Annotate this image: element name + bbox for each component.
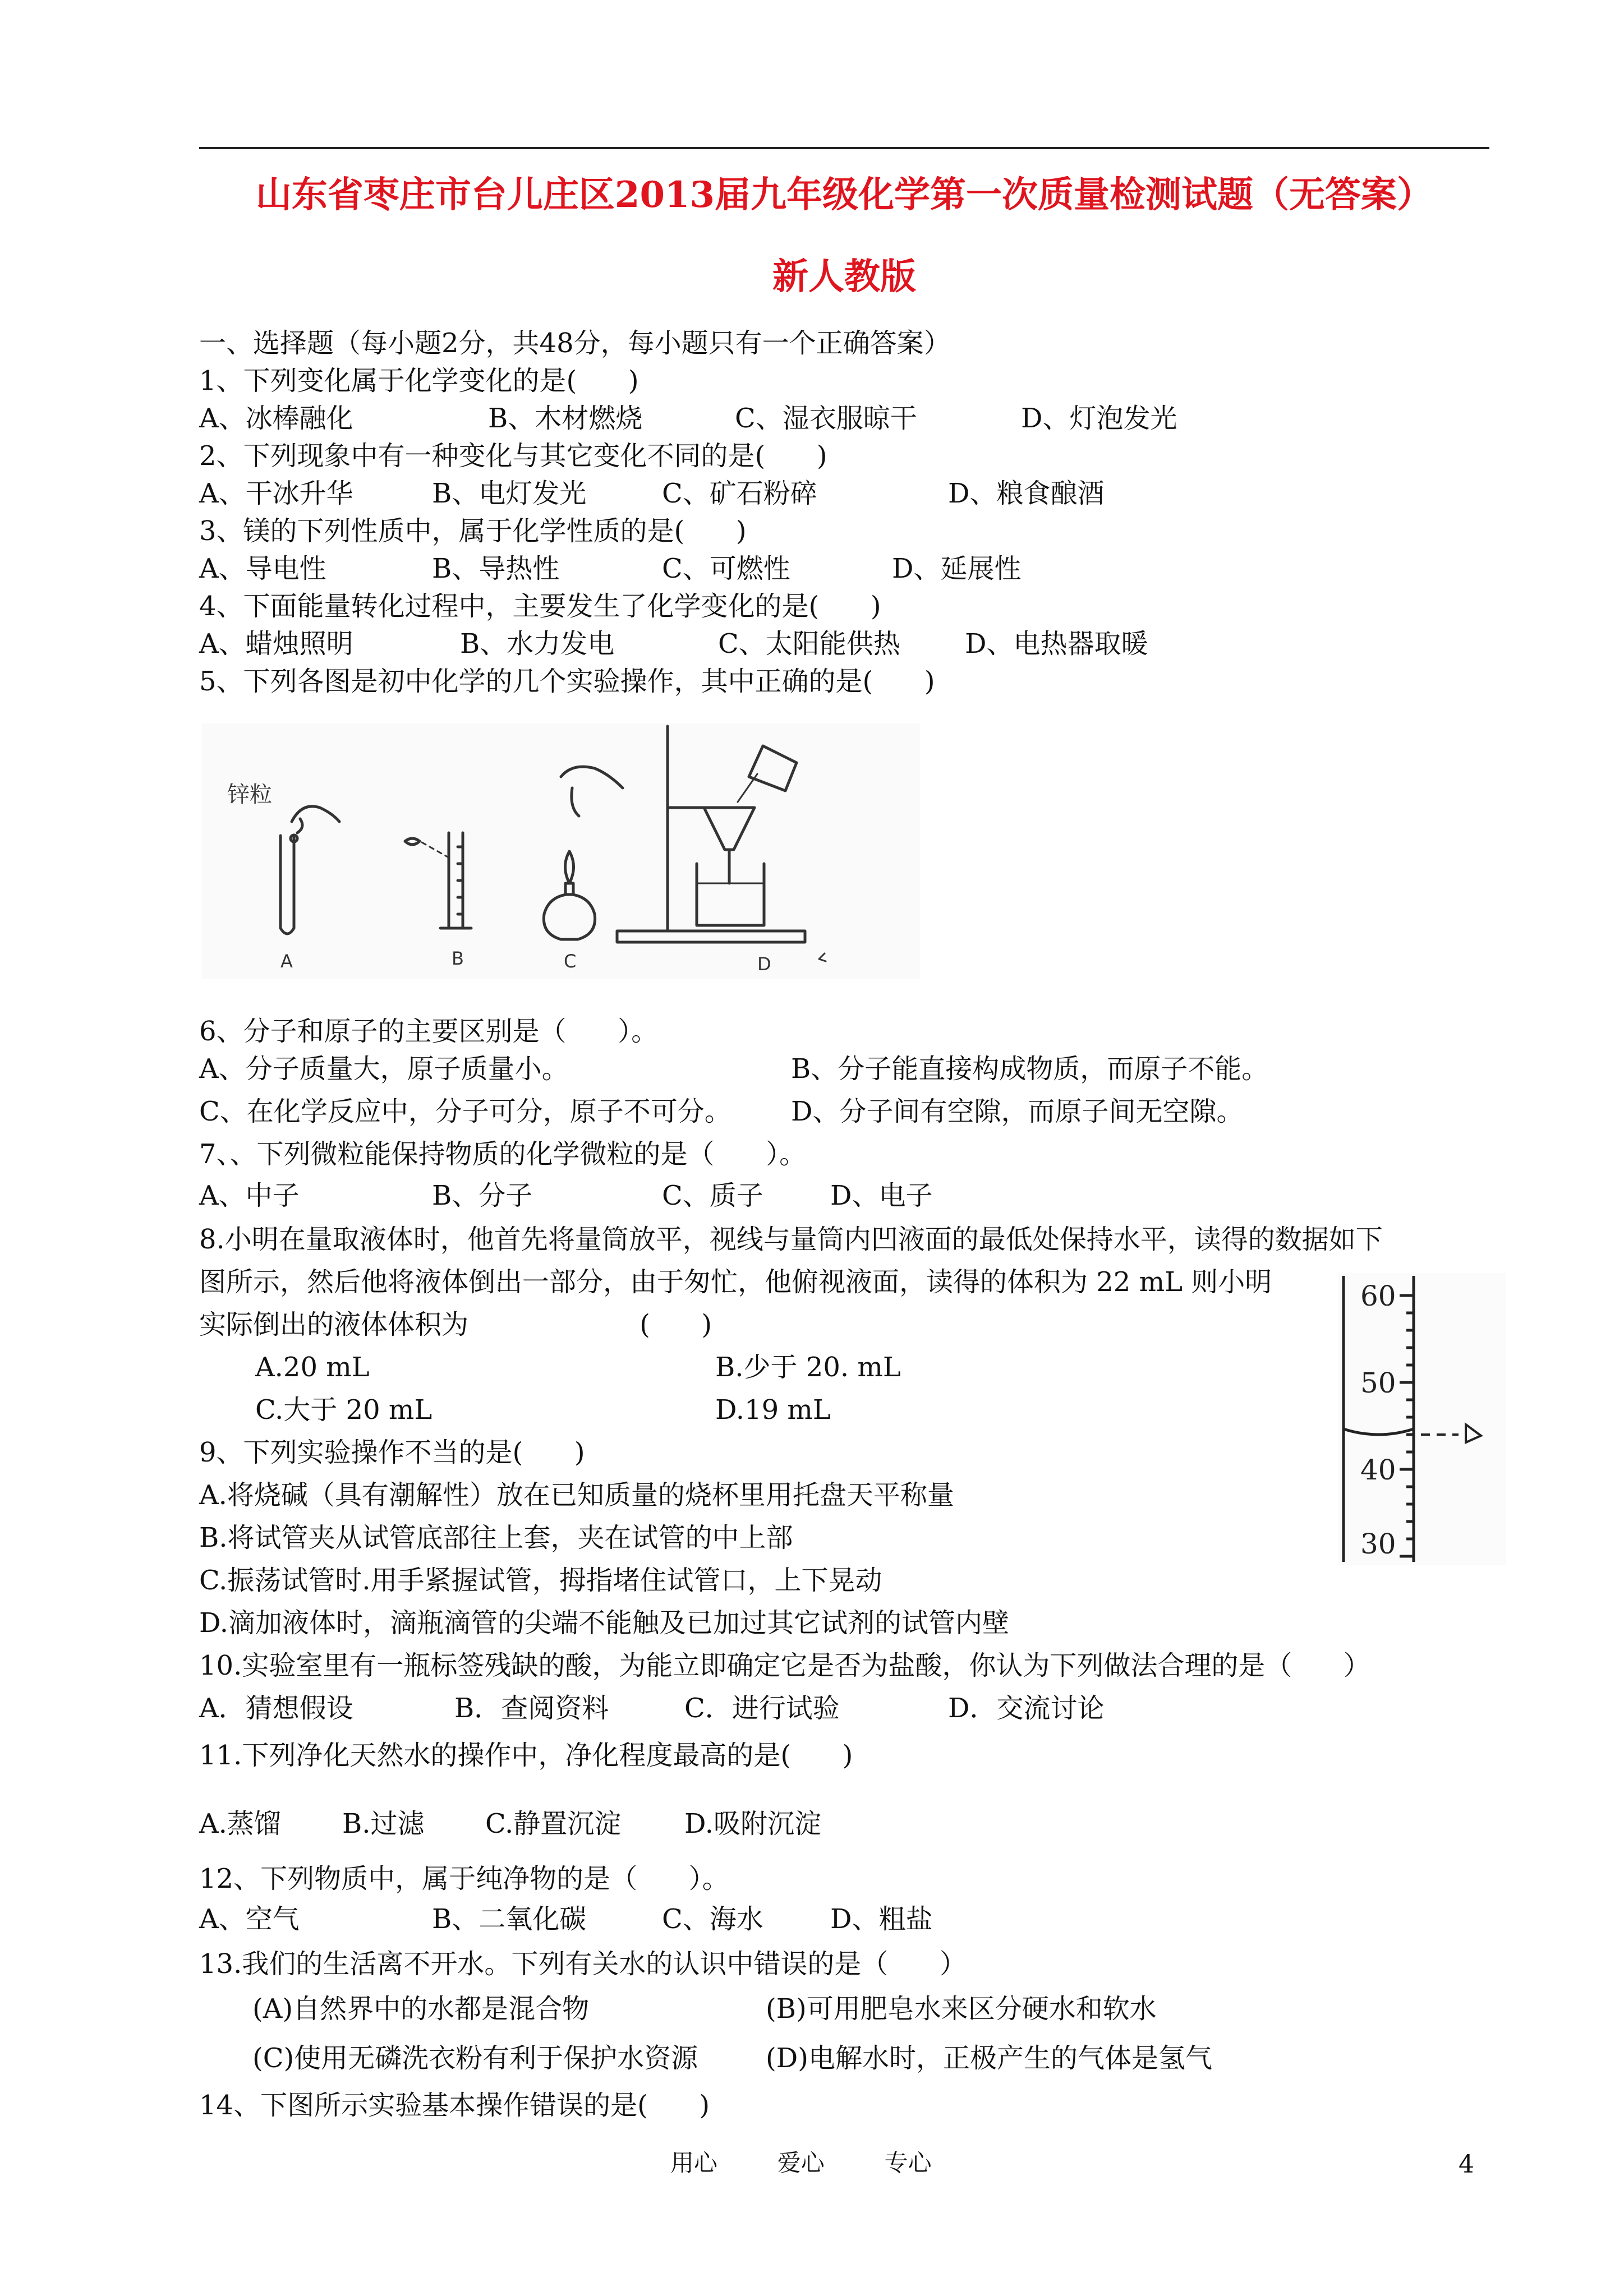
lab-operations-figure	[202, 723, 920, 979]
q12-option-b: B、二氧化碳	[432, 1903, 587, 1935]
figure-label-zinc: 锌粒	[227, 782, 272, 808]
q7-option-d: D、电子	[830, 1180, 933, 1211]
q2-option-a: A、干冰升华	[199, 478, 353, 509]
q6-option-d: D、分子间有空隙，而原子间无空隙。	[791, 1096, 1244, 1127]
page-title: 山东省枣庄市台儿庄区2013届九年级化学第一次质量检测试题（无答案）	[255, 174, 1433, 216]
q12-option-d: D、粗盐	[830, 1903, 933, 1935]
question-8-stem-line-2: 图所示，然后他将液体倒出一部分，由于匆忙，他俯视液面，读得的体积为 22 mL 则小明	[199, 1266, 1272, 1298]
q10-option-d: D．交流讨论	[948, 1693, 1105, 1724]
footer-motto: 用心 爱心 专心	[670, 2149, 932, 2177]
question-6-stem: 6、分子和原子的主要区别是（ ）。	[199, 1016, 659, 1047]
q6-option-b: B、分子能直接构成物质，而原子不能。	[791, 1053, 1269, 1085]
question-4-stem: 4、下面能量转化过程中，主要发生了化学变化的是( )	[199, 591, 881, 622]
q7-option-c: C、质子	[662, 1180, 763, 1211]
question-7-stem: 7、、下列微粒能保持物质的化学微粒的是（ ）。	[199, 1138, 807, 1170]
question-8-stem-line-3: 实际倒出的液体体积为 ( )	[199, 1309, 712, 1340]
q10-option-b: B．查阅资料	[454, 1693, 609, 1724]
q1-option-a: A、冰棒融化	[199, 403, 353, 434]
q2-option-b: B、电灯发光	[432, 478, 587, 509]
q3-option-d: D、延展性	[892, 553, 1022, 584]
header-rule	[199, 147, 1489, 149]
q10-option-a: A．猜想假设	[199, 1693, 353, 1724]
section-heading: 一、选择题（每小题2分，共48分，每小题只有一个正确答案）	[199, 328, 951, 359]
q10-option-c: C．进行试验	[684, 1693, 840, 1724]
question-8-stem-line-1: 8.小明在量取液体时，他首先将量筒放平，视线与量筒内凹液面的最低处保持水平，读得的数据如下	[199, 1224, 1383, 1255]
cylinder-tick-50: 50	[1360, 1367, 1396, 1399]
q8-option-c: C.大于 20 mL	[255, 1394, 433, 1426]
question-9-stem: 9、下列实验操作不当的是( )	[199, 1437, 585, 1468]
q12-option-c: C、海水	[662, 1903, 763, 1935]
q1-option-c: C、湿衣服晾干	[735, 403, 917, 434]
q9-option-c: C.振荡试管时.用手紧握试管，拇指堵住试管口，上下晃动	[199, 1565, 882, 1596]
question-3-stem: 3、镁的下列性质中，属于化学性质的是( )	[199, 515, 747, 547]
q13-option-d: (D)电解水时，正极产生的气体是氢气	[766, 2043, 1212, 2074]
q4-option-c: C、太阳能供热	[718, 628, 900, 660]
q8-option-d: D.19 mL	[715, 1394, 831, 1426]
question-1-stem: 1、下列变化属于化学变化的是( )	[199, 365, 639, 397]
q4-option-b: B、水力发电	[460, 628, 615, 660]
question-2-stem: 2、下列现象中有一种变化与其它变化不同的是( )	[199, 440, 827, 472]
figure-label-d: D	[757, 953, 771, 975]
question-12-stem: 12、下列物质中，属于纯净物的是（ ）。	[199, 1863, 729, 1894]
q11-option-b: B.过滤	[342, 1808, 425, 1839]
page-number: 4	[1459, 2150, 1474, 2179]
q13-option-a: (A)自然界中的水都是混合物	[252, 1993, 590, 2025]
question-14-stem: 14、下图所示实验基本操作错误的是( )	[199, 2090, 710, 2121]
question-13-stem: 13.我们的生活离不开水。下列有关水的认识中错误的是（ ）	[199, 1948, 967, 1980]
q8-option-b: B.少于 20. mL	[715, 1352, 901, 1383]
q13-option-b: (B)可用肥皂水来区分硬水和软水	[766, 1993, 1157, 2025]
q6-option-c: C、在化学反应中，分子可分，原子不可分。	[199, 1096, 732, 1127]
q4-option-a: A、蜡烛照明	[199, 628, 353, 660]
figure-label-a: A	[280, 951, 293, 972]
question-5-stem: 5、下列各图是初中化学的几个实验操作，其中正确的是( )	[199, 666, 935, 697]
page-subtitle: 新人教版	[772, 256, 916, 298]
q11-option-a: A.蒸馏	[199, 1808, 281, 1839]
graduated-cylinder-figure	[1338, 1273, 1506, 1565]
q1-option-d: D、灯泡发光	[1021, 403, 1177, 434]
q3-option-c: C、可燃性	[662, 553, 790, 584]
q13-option-c: (C)使用无磷洗衣粉有利于保护水资源	[252, 2043, 698, 2074]
q6-option-a: A、分子质量大，原子质量小。	[199, 1053, 569, 1085]
q2-option-d: D、粮食酿酒	[948, 478, 1105, 509]
q3-option-b: B、导热性	[432, 553, 560, 584]
cylinder-tick-40: 40	[1360, 1454, 1396, 1486]
question-11-stem: 11.下列净化天然水的操作中，净化程度最高的是( )	[199, 1740, 853, 1771]
q8-option-a: A.20 mL	[255, 1352, 370, 1383]
q9-option-b: B.将试管夹从试管底部往上套，夹在试管的中上部	[199, 1522, 793, 1553]
q11-option-c: C.静置沉淀	[485, 1808, 622, 1839]
q9-option-d: D.滴加液体时，滴瓶滴管的尖端不能触及已加过其它试剂的试管内壁	[199, 1607, 1010, 1639]
q7-option-b: B、分子	[432, 1180, 533, 1211]
question-10-stem: 10.实验室里有一瓶标签残缺的酸，为能立即确定它是否为盐酸，你认为下列做法合理的是（ ）	[199, 1650, 1370, 1681]
q7-option-a: A、中子	[199, 1180, 300, 1211]
q4-option-d: D、电热器取暖	[965, 628, 1148, 660]
q2-option-c: C、矿石粉碎	[662, 478, 817, 509]
cylinder-tick-60: 60	[1360, 1280, 1396, 1312]
figure-label-c: C	[564, 951, 577, 972]
q3-option-a: A、导电性	[199, 553, 326, 584]
figure-label-b: B	[452, 948, 464, 969]
q1-option-b: B、木材燃烧	[488, 403, 643, 434]
q11-option-d: D.吸附沉淀	[684, 1808, 822, 1839]
q12-option-a: A、空气	[199, 1903, 300, 1935]
q9-option-a: A.将烧碱（具有潮解性）放在已知质量的烧杯里用托盘天平称量	[199, 1479, 954, 1511]
cylinder-tick-30: 30	[1360, 1528, 1396, 1560]
